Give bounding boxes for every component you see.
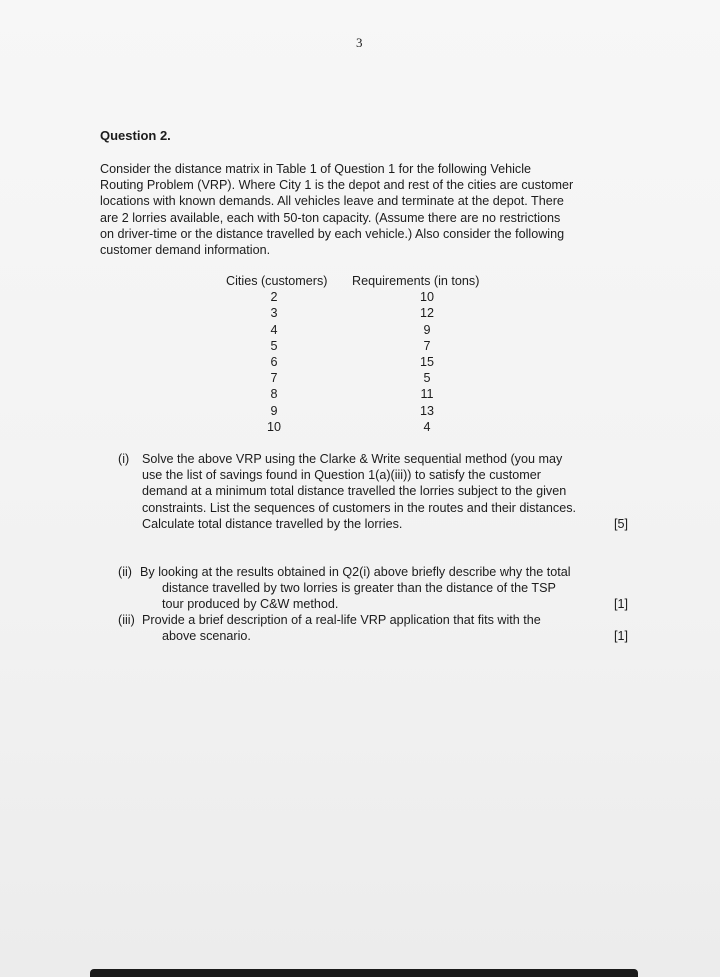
question-intro bbox=[100, 161, 628, 258]
intro-line: locations with known demands. All vehicles leave and terminate at the depot. There bbox=[100, 194, 564, 209]
intro-line: Consider the distance matrix in Table 1 of Question 1 for the following Vehicle bbox=[100, 162, 531, 176]
question-heading: Question 2. bbox=[100, 128, 171, 143]
table-row bbox=[226, 370, 502, 386]
part-ii-tag: (ii) bbox=[118, 565, 132, 579]
city-cell: 7 bbox=[270, 371, 278, 386]
table-row bbox=[226, 338, 502, 354]
table-row bbox=[226, 354, 502, 370]
part-ii-line: tour produced by C&W method. bbox=[162, 597, 339, 612]
part-ii-marks: [1] bbox=[613, 597, 628, 612]
table-row bbox=[226, 386, 502, 402]
table-row bbox=[226, 305, 502, 321]
city-cell: 9 bbox=[270, 403, 278, 418]
intro-line: on driver-time or the distance travelled by each vehicle.) Also consider the following bbox=[100, 226, 565, 241]
part-iii-marks: [1] bbox=[613, 629, 628, 644]
city-cell: 6 bbox=[270, 355, 278, 370]
part-i-line: constraints. List the sequences of customers in the routes and their distances. bbox=[142, 500, 577, 515]
part-iii-line: above scenario. bbox=[162, 629, 251, 644]
part-i-line: Solve the above VRP using the Clarke & Write sequential method (you may bbox=[142, 452, 563, 466]
city-cell: 8 bbox=[270, 387, 278, 402]
part-iii-tag: (iii) bbox=[118, 613, 135, 627]
requirement-cell: 12 bbox=[419, 306, 434, 321]
part-ii-line: distance travelled by two lorries is greater than the distance of the TSP bbox=[162, 581, 556, 596]
city-cell: 2 bbox=[270, 290, 278, 305]
demand-table bbox=[226, 273, 502, 435]
table-row bbox=[226, 322, 502, 338]
requirement-cell: 15 bbox=[419, 355, 434, 370]
part-ii bbox=[118, 564, 628, 613]
city-cell: 4 bbox=[270, 322, 278, 337]
intro-line: Routing Problem (VRP). Where City 1 is the depot and rest of the cities are customer bbox=[100, 178, 574, 193]
table-row bbox=[226, 403, 502, 419]
intro-line: are 2 lorries available, each with 50-ton capacity. (Assume there are no restrictions bbox=[100, 210, 561, 225]
part-iii-line: Provide a brief description of a real-life VRP application that fits with the bbox=[142, 613, 541, 627]
requirement-cell: 5 bbox=[423, 371, 431, 386]
part-i-line: Calculate total distance travelled by the lorries. bbox=[142, 516, 403, 531]
page-number: 3 bbox=[356, 35, 363, 50]
part-i-line: demand at a minimum total distance travelled the lorries subject to the given bbox=[142, 484, 567, 499]
table-row bbox=[226, 289, 502, 305]
bottom-edge-bar bbox=[90, 969, 638, 977]
requirement-cell: 4 bbox=[423, 419, 431, 434]
part-ii-line: By looking at the results obtained in Q2(i) above briefly describe why the total bbox=[140, 565, 571, 579]
city-cell: 10 bbox=[266, 419, 281, 434]
requirement-cell: 13 bbox=[419, 403, 434, 418]
city-cell: 3 bbox=[270, 306, 278, 321]
city-cell: 5 bbox=[270, 338, 278, 353]
requirement-cell: 7 bbox=[423, 338, 431, 353]
part-iii bbox=[118, 612, 628, 644]
table-header bbox=[226, 273, 502, 289]
part-i-marks: [5] bbox=[613, 516, 628, 531]
table-row bbox=[226, 419, 502, 435]
column-header-requirements: Requirements (in tons) bbox=[352, 274, 480, 288]
intro-line: customer demand information. bbox=[100, 243, 271, 258]
requirement-cell: 11 bbox=[420, 387, 434, 402]
part-i bbox=[118, 451, 646, 532]
requirement-cell: 10 bbox=[419, 290, 434, 305]
column-header-cities: Cities (customers) bbox=[226, 274, 328, 288]
part-i-line: use the list of savings found in Question 1(a)(iii)) to satisfy the customer bbox=[142, 468, 541, 483]
requirement-cell: 9 bbox=[423, 322, 431, 337]
part-i-tag: (i) bbox=[118, 452, 130, 466]
